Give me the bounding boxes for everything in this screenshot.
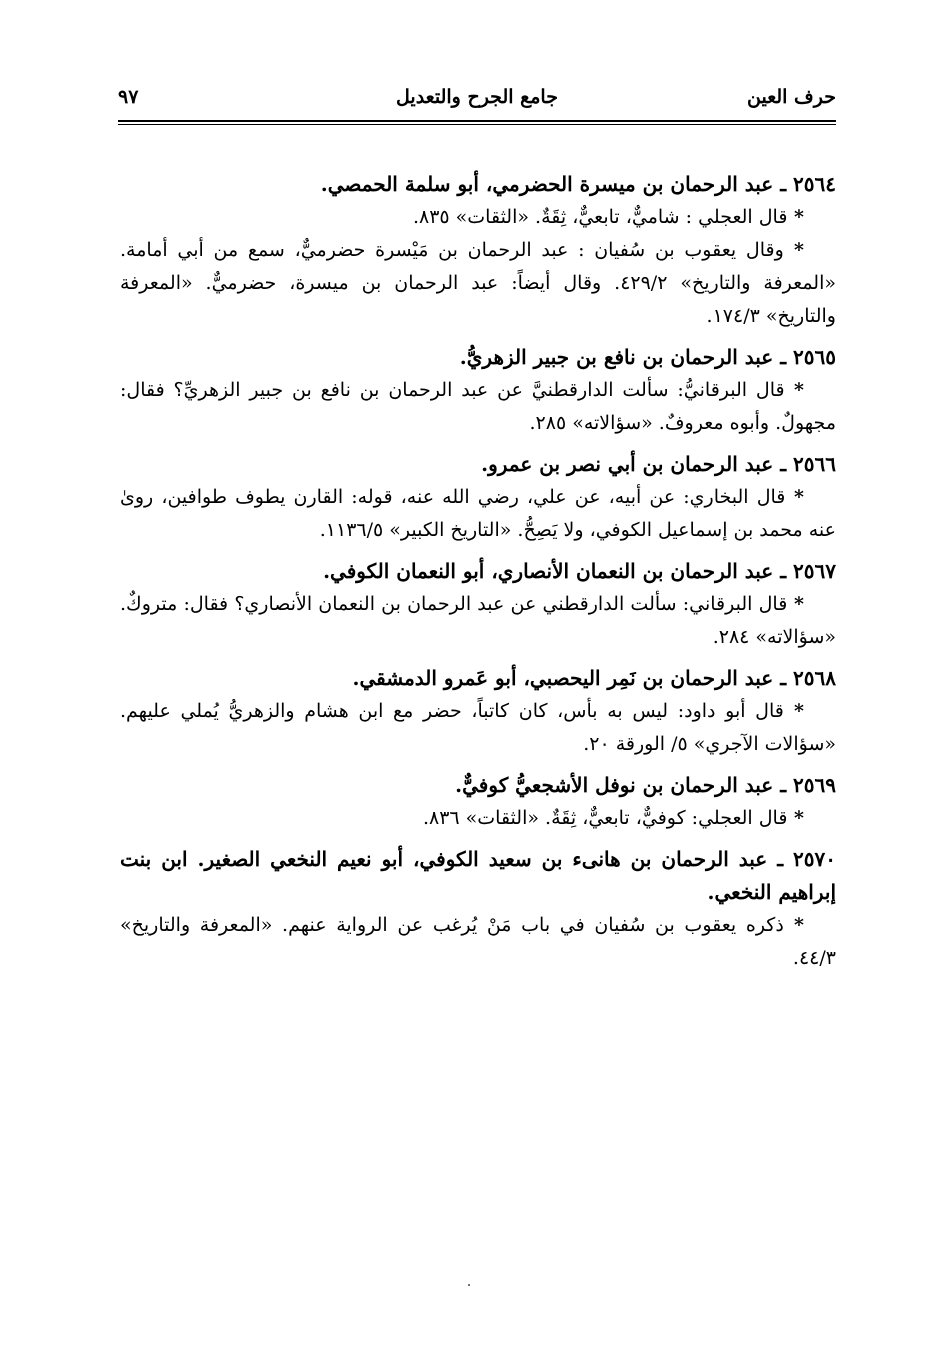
entry-paragraph: * قال البرقانيُّ: سألت الدارقطنيَّ عن عبد الرحمان بن نافع بن جبير الزهريِّ؟ فقال: مجهولٌ. وأبوه معروفٌ. «سؤالاته» ٢٨٥. bbox=[120, 379, 836, 434]
entry-title: ٢٥٦٦ ـ عبد الرحمان بن أبي نصر بن عمرو. bbox=[481, 452, 836, 476]
header-rule bbox=[118, 120, 836, 122]
entry-2565 bbox=[120, 341, 836, 440]
page-body bbox=[120, 168, 836, 983]
entry-2564 bbox=[120, 168, 836, 333]
header-rule-thin bbox=[118, 124, 836, 125]
entry-paragraph: * قال أبو داود: ليس به بأس، كان كاتباً، حضر مع ابن هشام والزهريُّ يُملي عليهم. «سؤالات الآجري» ٥/ الورقة ٢٠. bbox=[120, 700, 836, 755]
book-title: جامع الجرح والتعديل bbox=[396, 86, 558, 108]
entry-2567 bbox=[120, 555, 836, 654]
entry-title: ٢٥٦٥ ـ عبد الرحمان بن نافع بن جبير الزهريُّ. bbox=[459, 345, 836, 369]
page-number: ٩٧ bbox=[118, 86, 139, 108]
entry-2566 bbox=[120, 448, 836, 547]
entry-title: ٢٥٧٠ ـ عبد الرحمان بن هانىء بن سعيد الكوفي، أبو نعيم النخعي الصغير. ابن بنت إبراهيم النخعي. bbox=[120, 847, 836, 904]
entry-title: ٢٥٦٧ ـ عبد الرحمان بن النعمان الأنصاري، أبو النعمان الكوفي. bbox=[323, 559, 836, 583]
entry-paragraph: * ذكره يعقوب بن سُفيان في باب مَنْ يُرغب عن الرواية عنهم. «المعرفة والتاريخ» ٤٤/٣. bbox=[120, 914, 836, 969]
entry-title: ٢٥٦٤ ـ عبد الرحمان بن ميسرة الحضرمي، أبو سلمة الحمصي. bbox=[320, 172, 836, 196]
page-speck bbox=[468, 1284, 470, 1286]
entry-2569 bbox=[120, 769, 836, 835]
entry-paragraph: * وقال يعقوب بن سُفيان : عبد الرحمان بن مَيْسرة حضرميٌّ، سمع من أبي أمامة. «المعرفة والتاريخ» ٤٢٩/٢. وقال أيضاً: عبد الرحمان بن ميسرة، حضرميٌّ. «المعرفة والتاريخ» ١٧٤/٣. bbox=[120, 239, 836, 327]
page-header bbox=[118, 80, 836, 120]
entry-2568 bbox=[120, 662, 836, 761]
entry-paragraph: * قال البخاري: عن أبيه، عن علي، رضي الله عنه، قوله: القارن يطوف طوافين، روىٰ عنه محمد بن إسماعيل الكوفي، ولا يَصِحُّ. «التاريخ الكبير» ١١٣٦/٥. bbox=[120, 486, 836, 541]
entry-paragraph: * قال العجلي : شاميٌّ، تابعيٌّ، ثِقَةٌ. «الثقات» ٨٣٥. bbox=[412, 206, 804, 228]
entry-paragraph: * قال البرقاني: سألت الدارقطني عن عبد الرحمان بن النعمان الأنصاري؟ فقال: متروكٌ. «سؤالاته» ٢٨٤. bbox=[120, 593, 836, 648]
entry-title: ٢٥٦٨ ـ عبد الرحمان بن نَمِر اليحصبي، أبو عَمرو الدمشقي. bbox=[352, 666, 836, 690]
section-title: حرف العين bbox=[747, 86, 836, 108]
entry-2570 bbox=[120, 843, 836, 975]
entry-paragraph: * قال العجلي: كوفيٌّ، تابعيٌّ، ثِقَةٌ. «الثقات» ٨٣٦. bbox=[422, 807, 804, 829]
entry-title: ٢٥٦٩ ـ عبد الرحمان بن نوفل الأشجعيُّ كوفيٌّ. bbox=[455, 773, 836, 797]
